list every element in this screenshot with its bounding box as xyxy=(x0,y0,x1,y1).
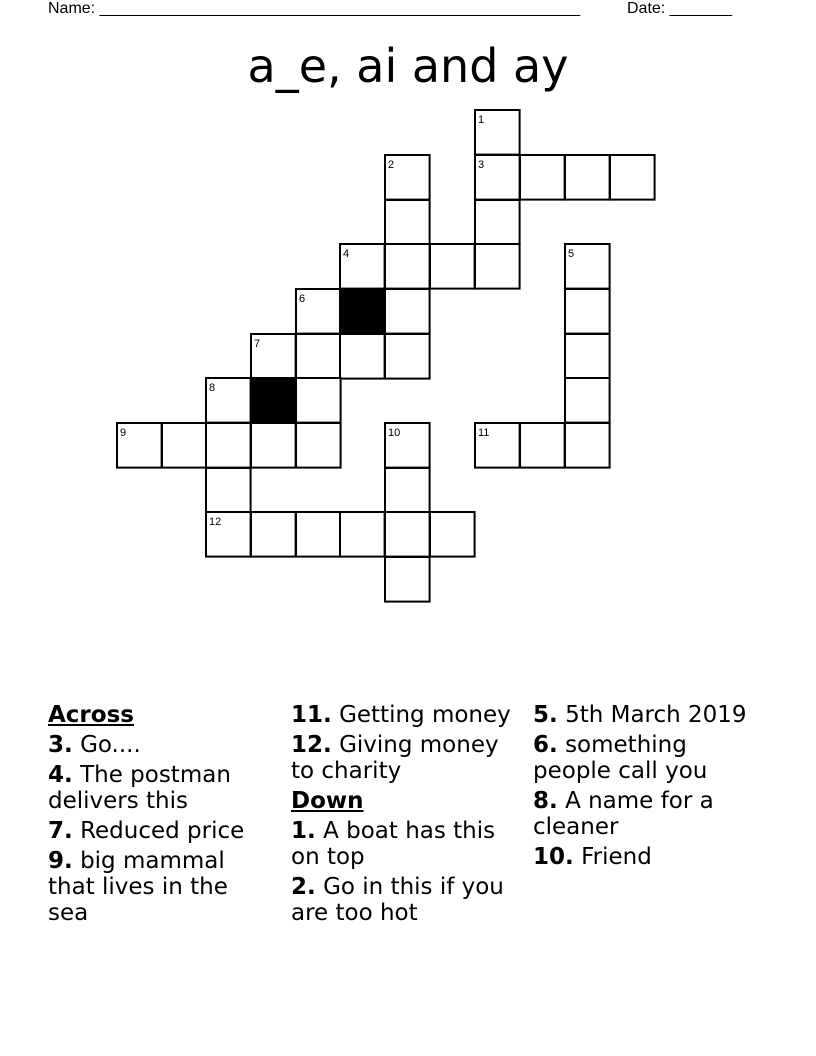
grid-cell[interactable] xyxy=(162,423,207,468)
clue-across-7 xyxy=(48,818,273,844)
grid-cell[interactable] xyxy=(565,155,610,200)
clue-number: 1. xyxy=(291,818,316,844)
clue-down-10 xyxy=(533,844,763,870)
clue-number: 9. xyxy=(48,848,73,874)
grid-cell[interactable] xyxy=(385,244,430,289)
clue-text: The postman delivers this xyxy=(48,762,231,814)
clue-across-12 xyxy=(291,732,516,784)
grid-cell[interactable] xyxy=(385,289,430,334)
grid-cell[interactable] xyxy=(565,334,610,379)
cell-number: 2 xyxy=(388,159,395,171)
clue-column-1 xyxy=(48,702,273,930)
grid-cell[interactable] xyxy=(385,468,430,513)
blocked-cell xyxy=(251,378,296,423)
clue-text: Friend xyxy=(581,844,652,870)
grid-cell[interactable] xyxy=(385,557,430,602)
clue-number: 7. xyxy=(48,818,73,844)
cell-number: 9 xyxy=(120,427,127,439)
clue-text: Giving money to charity xyxy=(291,732,499,784)
grid-cell[interactable] xyxy=(520,423,565,468)
clue-number: 12. xyxy=(291,732,332,758)
grid-cell[interactable] xyxy=(520,155,565,200)
grid-cell[interactable] xyxy=(296,512,341,557)
grid-cell[interactable] xyxy=(385,334,430,379)
cell-number: 6 xyxy=(299,293,306,305)
grid-cell[interactable] xyxy=(206,468,251,513)
clue-text: big mammal that lives in the sea xyxy=(48,848,228,926)
clue-column-2 xyxy=(291,702,516,930)
cell-number: 10 xyxy=(388,427,401,439)
grid-cell[interactable] xyxy=(430,512,475,557)
cell-number: 5 xyxy=(568,248,575,260)
clue-number: 5. xyxy=(533,702,558,728)
clue-across-9 xyxy=(48,848,273,926)
clue-across-4 xyxy=(48,762,273,814)
clue-down-5 xyxy=(533,702,763,728)
clue-text: Reduced price xyxy=(80,818,245,844)
clue-across-3 xyxy=(48,732,273,758)
clue-text: something people call you xyxy=(533,732,708,784)
cell-number: 1 xyxy=(478,114,485,126)
clue-text: 5th March 2019 xyxy=(565,702,747,728)
grid-cell[interactable] xyxy=(251,423,296,468)
clue-text: A name for a cleaner xyxy=(533,788,714,840)
grid-cell[interactable] xyxy=(296,423,341,468)
clue-text: Getting money xyxy=(339,702,511,728)
clue-text: Go.... xyxy=(80,732,141,758)
grid-cell[interactable] xyxy=(296,378,341,423)
grid-cell[interactable] xyxy=(565,289,610,334)
clue-number: 4. xyxy=(48,762,73,788)
cell-number: 11 xyxy=(478,427,490,439)
grid-cell[interactable] xyxy=(340,334,385,379)
grid-cell[interactable] xyxy=(296,334,341,379)
cell-number: 7 xyxy=(254,338,261,350)
grid-cell[interactable] xyxy=(610,155,655,200)
clue-down-1 xyxy=(291,818,516,870)
grid-cell[interactable] xyxy=(565,378,610,423)
clue-number: 10. xyxy=(533,844,574,870)
grid-cell[interactable] xyxy=(385,512,430,557)
across-heading: Across xyxy=(48,702,134,728)
blocked-cell xyxy=(340,289,385,334)
date-field[interactable]: Date: _______ xyxy=(627,0,732,17)
name-field[interactable]: Name: ______________________________________________________ xyxy=(48,0,581,17)
grid-cell[interactable] xyxy=(206,423,251,468)
grid-cell[interactable] xyxy=(430,244,475,289)
clue-number: 6. xyxy=(533,732,558,758)
grid-cell[interactable] xyxy=(385,200,430,245)
clue-text: Go in this if you are too hot xyxy=(291,874,504,926)
clue-number: 11. xyxy=(291,702,332,728)
grid-cell[interactable] xyxy=(475,200,520,245)
puzzle-title: a_e, ai and ay xyxy=(247,39,569,93)
grid-cell[interactable] xyxy=(340,512,385,557)
cell-number: 12 xyxy=(209,516,222,528)
clue-column-3 xyxy=(533,702,763,874)
clue-number: 2. xyxy=(291,874,316,900)
clue-down-2 xyxy=(291,874,516,926)
grid-cell[interactable] xyxy=(475,244,520,289)
clue-number: 8. xyxy=(533,788,558,814)
clue-across-11 xyxy=(291,702,516,728)
clue-down-8 xyxy=(533,788,763,840)
clue-text: A boat has this on top xyxy=(291,818,496,870)
cell-number: 8 xyxy=(209,382,216,394)
grid-cell[interactable] xyxy=(251,512,296,557)
cell-number: 4 xyxy=(343,248,350,260)
cell-number: 3 xyxy=(478,159,485,171)
grid-cell[interactable] xyxy=(565,423,610,468)
down-heading: Down xyxy=(291,788,364,814)
clue-down-6 xyxy=(533,732,763,784)
clue-number: 3. xyxy=(48,732,73,758)
